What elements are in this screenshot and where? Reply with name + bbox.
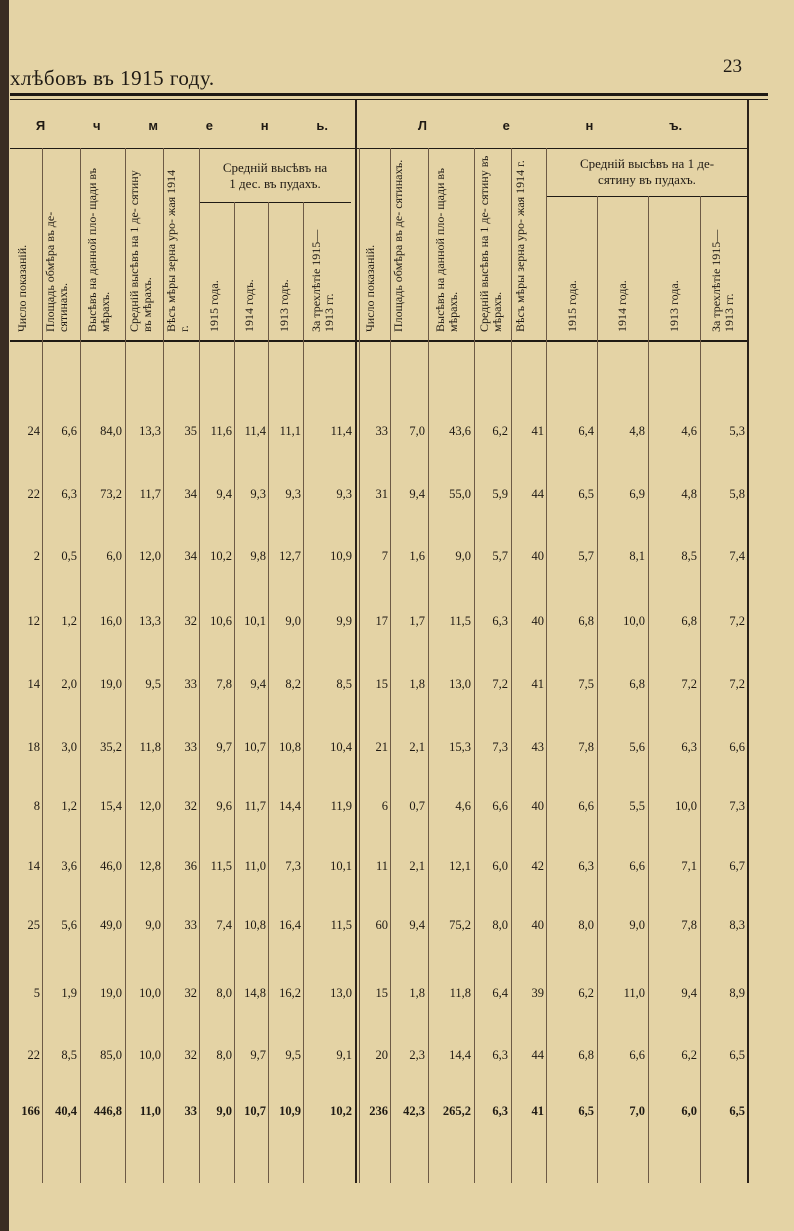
table-cell: 25 — [27, 918, 40, 932]
table-cell: 85,0 — [100, 1048, 122, 1062]
table-cell: 6 — [381, 799, 388, 813]
table-cell: 13,0 — [330, 986, 352, 1000]
table-cell: 40 — [531, 614, 544, 628]
table-cell: 10,2 — [210, 549, 232, 563]
column-divider — [42, 148, 43, 1183]
table-cell: 1,7 — [409, 614, 425, 628]
col-header: За трехлѣтіе 1915—1913 гг. — [709, 229, 736, 332]
total-cell: 10,7 — [244, 1104, 266, 1118]
col-header: Площадь обмѣра въ де- сятинахъ. — [391, 159, 405, 332]
table-cell: 22 — [27, 1048, 40, 1062]
table-cell: 32 — [184, 614, 197, 628]
total-cell: 40,4 — [55, 1104, 77, 1118]
table-cell: 13,3 — [139, 424, 161, 438]
table-cell: 5,9 — [492, 487, 508, 501]
table-cell: 5,7 — [492, 549, 508, 563]
table-cell: 6,2 — [492, 424, 508, 438]
table-cell: 4,8 — [681, 487, 697, 501]
table-cell: 7,8 — [578, 740, 594, 754]
total-cell: 6,0 — [681, 1104, 697, 1118]
top-rule — [10, 93, 768, 96]
total-cell: 10,9 — [279, 1104, 301, 1118]
table-cell: 10,9 — [330, 549, 352, 563]
table-cell: 6,3 — [492, 1048, 508, 1062]
col-header: 1914 года. — [615, 280, 629, 332]
table-cell: 3,6 — [61, 859, 77, 873]
table-cell: 5,8 — [729, 487, 745, 501]
table-cell: 11,0 — [244, 859, 266, 873]
table-cell: 11,7 — [244, 799, 266, 813]
table-cell: 6,7 — [729, 859, 745, 873]
table-cell: 10,0 — [139, 1048, 161, 1062]
table-cell: 10,7 — [244, 740, 266, 754]
table-cell: 6,9 — [629, 487, 645, 501]
table-cell: 3,0 — [61, 740, 77, 754]
table-cell: 6,8 — [629, 677, 645, 691]
table-cell: 2,1 — [409, 859, 425, 873]
group-rule — [10, 148, 747, 149]
table-cell: 8,5 — [336, 677, 352, 691]
table-cell: 49,0 — [100, 918, 122, 932]
table-cell: 15 — [375, 986, 388, 1000]
table-cell: 8,9 — [729, 986, 745, 1000]
table-cell: 6,0 — [106, 549, 122, 563]
table-cell: 7,8 — [681, 918, 697, 932]
table-cell: 32 — [184, 986, 197, 1000]
table-cell: 9,3 — [336, 487, 352, 501]
table-cell: 7,2 — [492, 677, 508, 691]
total-cell: 10,2 — [330, 1104, 352, 1118]
table-cell: 9,4 — [409, 918, 425, 932]
table-cell: 10,4 — [330, 740, 352, 754]
table-cell: 16,4 — [279, 918, 301, 932]
col-header: Вѣсъ мѣры зерна уро- жая 1914 г. — [164, 169, 191, 332]
section-divider — [355, 100, 357, 1183]
table-cell: 9,3 — [250, 487, 266, 501]
column-divider — [390, 148, 391, 1183]
table-cell: 8,0 — [216, 1048, 232, 1062]
table-cell: 13,0 — [449, 677, 471, 691]
table-cell: 1,9 — [61, 986, 77, 1000]
table-cell: 11 — [375, 859, 388, 873]
col-header: 1915 года. — [207, 280, 221, 332]
column-divider — [268, 202, 269, 1183]
col-header: Средній высѣвъ на 1 де- сятину въ мѣрахъ. — [127, 170, 154, 332]
table-cell: 6,6 — [629, 1048, 645, 1062]
table-cell: 8,1 — [629, 549, 645, 563]
table-cell: 10,0 — [623, 614, 645, 628]
table-cell: 15,4 — [100, 799, 122, 813]
table-cell: 32 — [184, 1048, 197, 1062]
table-cell: 9,4 — [681, 986, 697, 1000]
table-cell: 14,4 — [279, 799, 301, 813]
total-cell: 41 — [531, 1104, 544, 1118]
right-avg-rule — [546, 196, 747, 197]
table-cell: 2 — [33, 549, 40, 563]
table-cell: 73,2 — [100, 487, 122, 501]
table-cell: 0,7 — [409, 799, 425, 813]
table-cell: 24 — [27, 424, 40, 438]
col-header: 1914 годъ. — [242, 279, 256, 332]
table-cell: 34 — [184, 487, 197, 501]
table-cell: 11,7 — [139, 487, 161, 501]
page-number: 23 — [723, 56, 742, 77]
table-cell: 14,4 — [449, 1048, 471, 1062]
table-cell: 9,0 — [145, 918, 161, 932]
table-cell: 55,0 — [449, 487, 471, 501]
table-cell: 34 — [184, 549, 197, 563]
table-cell: 9,0 — [285, 614, 301, 628]
table-cell: 5 — [33, 986, 40, 1000]
table-cell: 9,5 — [285, 1048, 301, 1062]
table-cell: 11,8 — [139, 740, 161, 754]
table-cell: 42 — [531, 859, 544, 873]
right-border — [747, 100, 749, 1183]
table-cell: 2,3 — [409, 1048, 425, 1062]
table-cell: 40 — [531, 799, 544, 813]
table-cell: 5,7 — [578, 549, 594, 563]
table-cell: 6,6 — [629, 859, 645, 873]
col-header: За трехлѣтіе 1915—1913 гг. — [309, 229, 336, 332]
table-cell: 14 — [27, 859, 40, 873]
table-cell: 6,6 — [578, 799, 594, 813]
table-cell: 6,8 — [578, 614, 594, 628]
table-cell: 33 — [375, 424, 388, 438]
table-cell: 11,5 — [330, 918, 352, 932]
table-cell: 10,1 — [330, 859, 352, 873]
column-divider — [163, 148, 164, 1183]
table-cell: 6,6 — [729, 740, 745, 754]
table-cell: 12,0 — [139, 799, 161, 813]
table-cell: 11,4 — [244, 424, 266, 438]
table-cell: 7,4 — [729, 549, 745, 563]
table-cell: 5,6 — [61, 918, 77, 932]
total-cell: 6,5 — [578, 1104, 594, 1118]
table-cell: 6,6 — [492, 799, 508, 813]
total-cell: 236 — [369, 1104, 388, 1118]
table-cell: 7,2 — [729, 677, 745, 691]
total-cell: 42,3 — [403, 1104, 425, 1118]
table-cell: 12 — [27, 614, 40, 628]
table-cell: 7,5 — [578, 677, 594, 691]
table-cell: 9,6 — [216, 799, 232, 813]
table-cell: 1,6 — [409, 549, 425, 563]
col-header: 1913 годъ. — [277, 279, 291, 332]
table-cell: 7 — [381, 549, 388, 563]
left-avg-rule — [199, 202, 351, 203]
table-cell: 2,0 — [61, 677, 77, 691]
table-cell: 14 — [27, 677, 40, 691]
table-cell: 10,8 — [279, 740, 301, 754]
barley-group-label: Я ч м е н ь. — [35, 118, 329, 133]
table-cell: 43 — [531, 740, 544, 754]
table-cell: 5,5 — [629, 799, 645, 813]
table-cell: 12,8 — [139, 859, 161, 873]
top-thin-rule — [10, 99, 768, 100]
table-cell: 12,1 — [449, 859, 471, 873]
table-cell: 9,8 — [250, 549, 266, 563]
table-cell: 15,3 — [449, 740, 471, 754]
table-cell: 21 — [375, 740, 388, 754]
total-cell: 11,0 — [139, 1104, 161, 1118]
table-cell: 39 — [531, 986, 544, 1000]
total-cell: 33 — [184, 1104, 197, 1118]
table-cell: 6,5 — [729, 1048, 745, 1062]
table-cell: 41 — [531, 424, 544, 438]
table-cell: 7,1 — [681, 859, 697, 873]
table-cell: 44 — [531, 1048, 544, 1062]
column-divider — [80, 148, 81, 1183]
col-header: Число показаній. — [15, 244, 29, 332]
table-cell: 1,2 — [61, 799, 77, 813]
table-cell: 8 — [33, 799, 40, 813]
column-divider — [597, 196, 598, 1183]
table-cell: 6,2 — [681, 1048, 697, 1062]
table-cell: 31 — [375, 487, 388, 501]
table-cell: 9,0 — [455, 549, 471, 563]
table-cell: 6,8 — [681, 614, 697, 628]
table-cell: 7,3 — [729, 799, 745, 813]
col-header: Высѣвъ на данной пло- щади въ мѣрахъ. — [85, 168, 112, 332]
table-cell: 6,0 — [492, 859, 508, 873]
column-divider — [648, 196, 649, 1183]
table-cell: 11,4 — [330, 424, 352, 438]
table-cell: 40 — [531, 549, 544, 563]
table-cell: 7,2 — [681, 677, 697, 691]
column-divider — [428, 148, 429, 1183]
table-cell: 7,4 — [216, 918, 232, 932]
table-cell: 6,3 — [492, 614, 508, 628]
table-cell: 8,5 — [61, 1048, 77, 1062]
total-cell: 6,3 — [492, 1104, 508, 1118]
table-cell: 1,8 — [409, 677, 425, 691]
table-cell: 60 — [375, 918, 388, 932]
table-cell: 6,2 — [578, 986, 594, 1000]
header-bottom-rule — [10, 340, 747, 342]
table-cell: 6,3 — [61, 487, 77, 501]
table-cell: 6,5 — [578, 487, 594, 501]
table-cell: 10,1 — [244, 614, 266, 628]
total-cell: 6,5 — [729, 1104, 745, 1118]
page-title: хлѣбовъ въ 1915 году. — [10, 66, 215, 90]
table-cell: 7,3 — [492, 740, 508, 754]
table-cell: 33 — [184, 740, 197, 754]
table-cell: 35,2 — [100, 740, 122, 754]
table-cell: 2,1 — [409, 740, 425, 754]
table-cell: 7,2 — [729, 614, 745, 628]
right-avg-title: Средній высѣвъ на 1 де- сятину въ пудахъ. — [579, 156, 715, 187]
table-cell: 11,1 — [279, 424, 301, 438]
table-cell: 5,3 — [729, 424, 745, 438]
col-header: 1913 года. — [667, 280, 681, 332]
table-cell: 6,8 — [578, 1048, 594, 1062]
table-cell: 32 — [184, 799, 197, 813]
table-cell: 15 — [375, 677, 388, 691]
table-cell: 46,0 — [100, 859, 122, 873]
table-cell: 75,2 — [449, 918, 471, 932]
column-divider — [199, 148, 200, 1183]
table-cell: 8,0 — [492, 918, 508, 932]
col-header: Средній высѣвъ на 1 де- сятину въ мѣрахъ. — [477, 155, 504, 332]
table-cell: 35 — [184, 424, 197, 438]
table-cell: 7,8 — [216, 677, 232, 691]
table-cell: 22 — [27, 487, 40, 501]
table-cell: 9,7 — [216, 740, 232, 754]
table-cell: 10,6 — [210, 614, 232, 628]
table-cell: 4,6 — [681, 424, 697, 438]
column-divider — [234, 202, 235, 1183]
total-cell: 9,0 — [216, 1104, 232, 1118]
total-cell: 265,2 — [442, 1104, 471, 1118]
column-divider — [303, 202, 304, 1183]
table-cell: 19,0 — [100, 677, 122, 691]
table-cell: 11,9 — [330, 799, 352, 813]
table-cell: 11,0 — [623, 986, 645, 1000]
table-cell: 13,3 — [139, 614, 161, 628]
book-binding — [0, 0, 9, 1231]
table-cell: 16,0 — [100, 614, 122, 628]
table-cell: 11,6 — [210, 424, 232, 438]
table-cell: 33 — [184, 918, 197, 932]
table-cell: 6,6 — [61, 424, 77, 438]
table-cell: 7,0 — [409, 424, 425, 438]
column-divider — [511, 148, 512, 1183]
flax-group-label: Л е н ъ. — [417, 118, 683, 133]
col-header: Вѣсъ мѣры зерна уро- жая 1914 г. — [513, 160, 527, 332]
table-cell: 8,0 — [216, 986, 232, 1000]
col-header: Высѣвъ на данной пло- щади въ мѣрахъ. — [433, 168, 460, 332]
column-divider — [700, 196, 701, 1183]
table-cell: 9,4 — [409, 487, 425, 501]
table-cell: 8,0 — [578, 918, 594, 932]
table-cell: 18 — [27, 740, 40, 754]
table-cell: 17 — [375, 614, 388, 628]
table-cell: 11,5 — [449, 614, 471, 628]
table-cell: 9,3 — [285, 487, 301, 501]
table-cell: 6,3 — [681, 740, 697, 754]
table-cell: 9,7 — [250, 1048, 266, 1062]
column-divider — [125, 148, 126, 1183]
table-cell: 40 — [531, 918, 544, 932]
table-cell: 16,2 — [279, 986, 301, 1000]
table-cell: 33 — [184, 677, 197, 691]
table-cell: 8,2 — [285, 677, 301, 691]
table-cell: 9,9 — [336, 614, 352, 628]
table-cell: 9,5 — [145, 677, 161, 691]
total-cell: 446,8 — [93, 1104, 122, 1118]
table-cell: 1,2 — [61, 614, 77, 628]
table-cell: 14,8 — [244, 986, 266, 1000]
table-cell: 11,5 — [210, 859, 232, 873]
section-divider-thin — [359, 148, 360, 1183]
table-cell: 84,0 — [100, 424, 122, 438]
table-cell: 4,6 — [455, 799, 471, 813]
column-divider — [474, 148, 475, 1183]
table-cell: 19,0 — [100, 986, 122, 1000]
table-cell: 4,8 — [629, 424, 645, 438]
table-cell: 5,6 — [629, 740, 645, 754]
total-cell: 166 — [21, 1104, 40, 1118]
col-header: Число показаній. — [363, 244, 377, 332]
total-cell: 7,0 — [629, 1104, 645, 1118]
table-cell: 7,3 — [285, 859, 301, 873]
table-cell: 9,4 — [250, 677, 266, 691]
col-header: Площадь обмѣра въ де- сятинахъ. — [43, 211, 70, 332]
table-cell: 6,3 — [578, 859, 594, 873]
table-cell: 12,0 — [139, 549, 161, 563]
table-cell: 6,4 — [492, 986, 508, 1000]
column-divider — [546, 148, 547, 1183]
table-cell: 6,4 — [578, 424, 594, 438]
table-cell: 41 — [531, 677, 544, 691]
left-avg-title: Средній высѣвъ на 1 дес. въ пудахъ. — [222, 160, 328, 191]
table-cell: 36 — [184, 859, 197, 873]
table-cell: 43,6 — [449, 424, 471, 438]
table-cell: 9,0 — [629, 918, 645, 932]
table-cell: 12,7 — [279, 549, 301, 563]
table-cell: 44 — [531, 487, 544, 501]
table-cell: 9,1 — [336, 1048, 352, 1062]
table-cell: 8,3 — [729, 918, 745, 932]
table-cell: 10,8 — [244, 918, 266, 932]
table-cell: 10,0 — [139, 986, 161, 1000]
table-cell: 10,0 — [675, 799, 697, 813]
table-cell: 9,4 — [216, 487, 232, 501]
table-cell: 1,8 — [409, 986, 425, 1000]
table-cell: 8,5 — [681, 549, 697, 563]
table-cell: 0,5 — [61, 549, 77, 563]
table-cell: 20 — [375, 1048, 388, 1062]
table-cell: 11,8 — [449, 986, 471, 1000]
col-header: 1915 года. — [565, 280, 579, 332]
